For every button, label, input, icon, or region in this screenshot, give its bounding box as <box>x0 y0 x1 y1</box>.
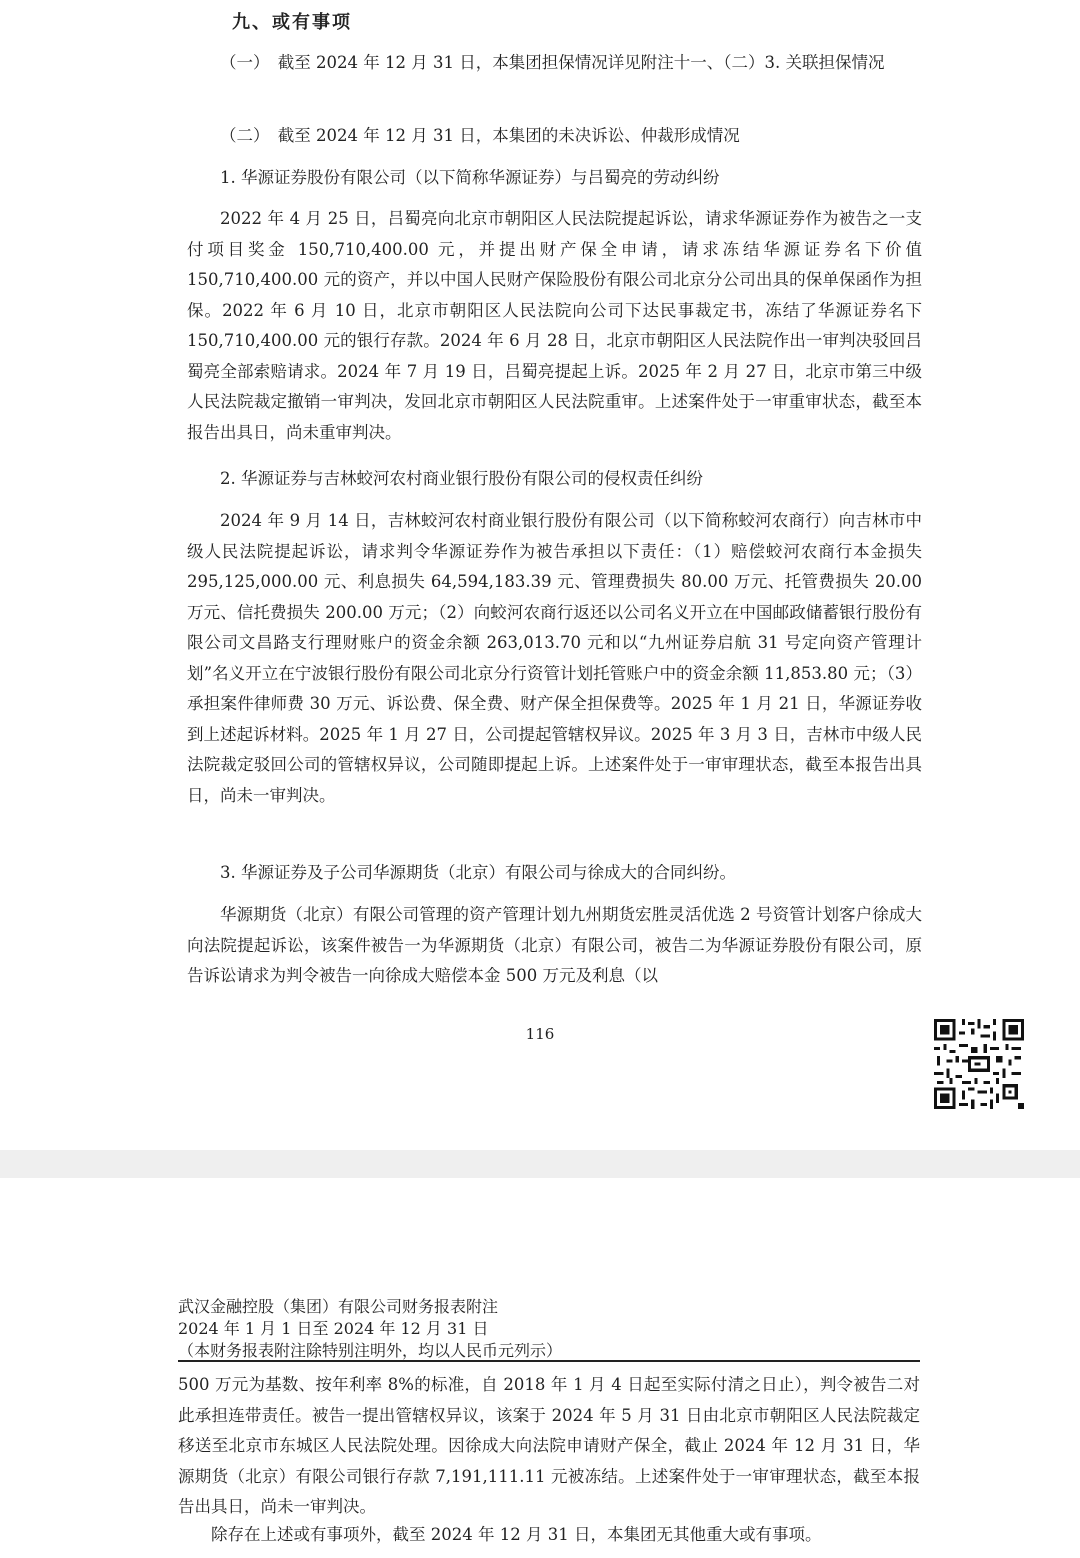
report-header-title: 武汉金融控股（集团）有限公司财务报表附注 <box>178 1297 499 1316</box>
case-3-continuation: 500 万元为基数、按年利率 8%的标准，自 2018 年 1 月 4 日起至实际付清之日止），判令被告二对此承担连带责任。被告一提出管辖权异议，该案于 2024 年 5 月 31 日由北京市朝阳区人民法院裁定移送至北京市东城区人民法院处理。因徐成大向法院申请财产保全，截止 2024 年 12 月 31 日，华源期货（北京）有限公司银行存款 7,191,111.11 元被冻结。上述案件处于一审审理状态，截至本报告出具日，尚未一审判决。 <box>178 1375 920 1516</box>
closing-statement: 除存在上述或有事项外，截至 2024 年 12 月 31 日，本集团无其他重大或有事项。 <box>211 1525 822 1544</box>
qr-code-icon <box>934 1019 1024 1109</box>
section-heading: 九、或有事项 <box>232 12 352 33</box>
case-3-title: 3. 华源证券及子公司华源期货（北京）有限公司与徐成大的合同纠纷。 <box>220 863 736 882</box>
page-number: 116 <box>525 1025 555 1043</box>
page-separator <box>0 1150 1080 1178</box>
report-header-period: 2024 年 1 月 1 日至 2024 年 12 月 31 日 <box>178 1319 489 1338</box>
report-header-note: （本财务报表附注除特别注明外，均以人民币元列示） <box>178 1341 563 1360</box>
paragraph-guarantee: （一） 截至 2024 年 12 月 31 日，本集团担保情况详见附注十一、（二）3. 关联担保情况 <box>220 53 885 72</box>
case-2-title: 2. 华源证券与吉林蛟河农村商业银行股份有限公司的侵权责任纠纷 <box>220 469 703 488</box>
header-rule <box>178 1360 920 1362</box>
case-2-body: 2024 年 9 月 14 日，吉林蛟河农村商业银行股份有限公司（以下简称蛟河农商行）向吉林市中级人民法院提起诉讼，请求判令华源证券作为被告承担以下责任：（1）赔偿蛟河农商行本金损失 295,125,000.00 元、利息损失 64,594,183.39 元、管理费损失 80.00 万元、托管费损失 20.00 万元、信托费损失 200.00 万元；（2）向蛟河农商行返还以公司名义开立在中国邮政储蓄银行股份有限公司文昌路支行理财账户的资金余额 263,013.70 元和以“九州证券启航 31 号定向资产管理计划”名义开立在宁波银行股份有限公司北京分行资管计划托管账户中的资金余额 11,853.80 元；（3）承担案件律师费 30 万元、诉讼费、保全费、财产保全担保费等。2025 年 1 月 21 日，华源证券收到上述起诉材料。2025 年 1 月 27 日，公司提起管辖权异议。2025 年 3 月 3 日，吉林市中级人民法院裁定驳回公司的管辖权异议，公司随即提起上诉。上述案件处于一审审理状态，截至本报告出具日，尚未一审判决。 <box>187 511 922 805</box>
case-1-body: 2022 年 4 月 25 日，吕蜀亮向北京市朝阳区人民法院提起诉讼，请求华源证券作为被告之一支付项目奖金 150,710,400.00 元，并提出财产保全申请，请求冻结华源证券名下价值 150,710,400.00 元的资产，并以中国人民财产保险股份有限公司北京分公司出具的保单保函作为担保。2022 年 6 月 10 日，北京市朝阳区人民法院向公司下达民事裁定书，冻结了华源证券名下 150,710,400.00 元的银行存款。2024 年 6 月 28 日，北京市朝阳区人民法院作出一审判决驳回吕蜀亮全部索赔请求。2024 年 7 月 19 日，吕蜀亮提起上诉。2025 年 2 月 27 日，北京市第三中级人民法院裁定撤销一审判决，发回北京市朝阳区人民法院重审。上述案件处于一审重审状态，截至本报告出具日，尚未重审判决。 <box>187 209 922 442</box>
case-3-body: 华源期货（北京）有限公司管理的资产管理计划九州期货宏胜灵活优选 2 号资管计划客户徐成大向法院提起诉讼，该案件被告一为华源期货（北京）有限公司，被告二为华源证券股份有限公司，原告诉讼请求为判令被告一向徐成大赔偿本金 500 万元及利息（以 <box>187 905 922 985</box>
case-1-title: 1. 华源证券股份有限公司（以下简称华源证券）与吕蜀亮的劳动纠纷 <box>220 168 720 187</box>
paragraph-litigation-intro: （二） 截至 2024 年 12 月 31 日，本集团的未决诉讼、仲裁形成情况 <box>220 126 740 145</box>
